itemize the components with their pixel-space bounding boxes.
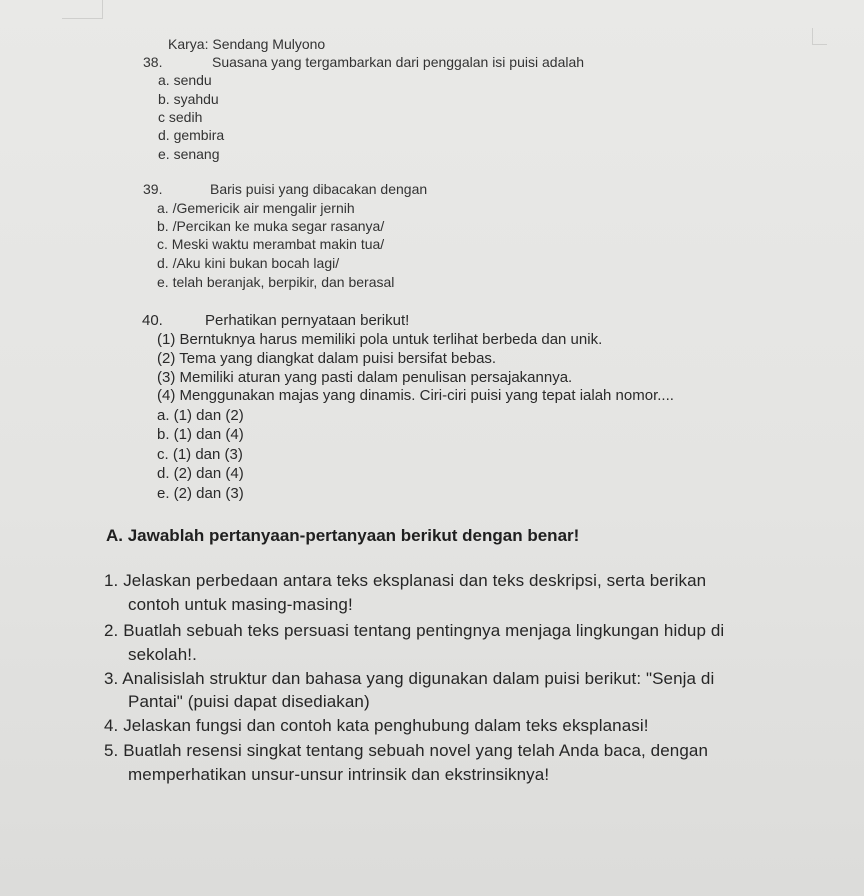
essay-line: contoh untuk masing-masing! xyxy=(128,595,353,614)
option-d: d. gembira xyxy=(158,127,225,143)
option-c: c. (1) dan (3) xyxy=(157,446,243,463)
statement-4: (4) Menggunakan majas yang dinamis. Ciri-ciri puisi yang tepat ialah nomor.... xyxy=(157,387,674,404)
essay-line: 2. Buatlah sebuah teks persuasi tentang pentingnya menjaga lingkungan hidup di xyxy=(104,621,725,640)
option-c: c sedih xyxy=(158,109,203,125)
essay-line: 1. Jelaskan perbedaan antara teks eksplanasi dan teks deskripsi, serta berikan xyxy=(104,571,707,590)
option-e: e. telah beranjak, berpikir, dan berasal xyxy=(157,274,395,290)
option-a: a. sendu xyxy=(158,72,212,88)
page-corner-mark-left xyxy=(62,0,103,19)
essay-line: Pantai" (puisi dapat disediakan) xyxy=(128,692,370,711)
statement-2: (2) Tema yang diangkat dalam puisi bersifat bebas. xyxy=(157,350,497,367)
question-number: 38. xyxy=(143,54,163,70)
option-c: c. Meski waktu merambat makin tua/ xyxy=(157,236,385,252)
question-text: Suasana yang tergambarkan dari penggalan isi puisi adalah xyxy=(212,54,585,70)
essay-line: 3. Analisislah struktur dan bahasa yang digunakan dalam puisi berikut: "Senja di xyxy=(104,669,715,688)
option-d: d. /Aku kini bukan bocah lagi/ xyxy=(157,255,340,271)
page-corner-mark-right xyxy=(812,28,827,45)
option-a: a. /Gemericik air mengalir jernih xyxy=(157,200,355,216)
question-text: Perhatikan pernyataan berikut! xyxy=(205,312,410,329)
option-e: e. senang xyxy=(158,146,220,162)
option-d: d. (2) dan (4) xyxy=(157,465,244,482)
option-e: e. (2) dan (3) xyxy=(157,485,244,502)
option-a: a. (1) dan (2) xyxy=(157,407,244,424)
statement-3: (3) Memiliki aturan yang pasti dalam penulisan persajakannya. xyxy=(157,369,573,386)
question-text: Baris puisi yang dibacakan dengan xyxy=(210,181,428,197)
poem-credit: Karya: Sendang Mulyono xyxy=(168,36,326,52)
question-number: 39. xyxy=(143,181,163,197)
option-b: b. /Percikan ke muka segar rasanya/ xyxy=(157,218,385,234)
question-number: 40. xyxy=(142,312,163,329)
option-b: b. (1) dan (4) xyxy=(157,426,244,443)
essay-line: 5. Buatlah resensi singkat tentang sebuah novel yang telah Anda baca, dengan xyxy=(104,741,708,760)
section-heading: A. Jawablah pertanyaan-pertanyaan berikut dengan benar! xyxy=(106,526,580,545)
statement-1: (1) Berntuknya harus memiliki pola untuk terlihat berbeda dan unik. xyxy=(157,331,603,348)
essay-line: 4. Jelaskan fungsi dan contoh kata penghubung dalam teks eksplanasi! xyxy=(104,716,649,735)
option-b: b. syahdu xyxy=(158,91,219,107)
essay-line: sekolah!. xyxy=(128,645,197,664)
essay-line: memperhatikan unsur-unsur intrinsik dan ekstrinsiknya! xyxy=(128,765,550,784)
